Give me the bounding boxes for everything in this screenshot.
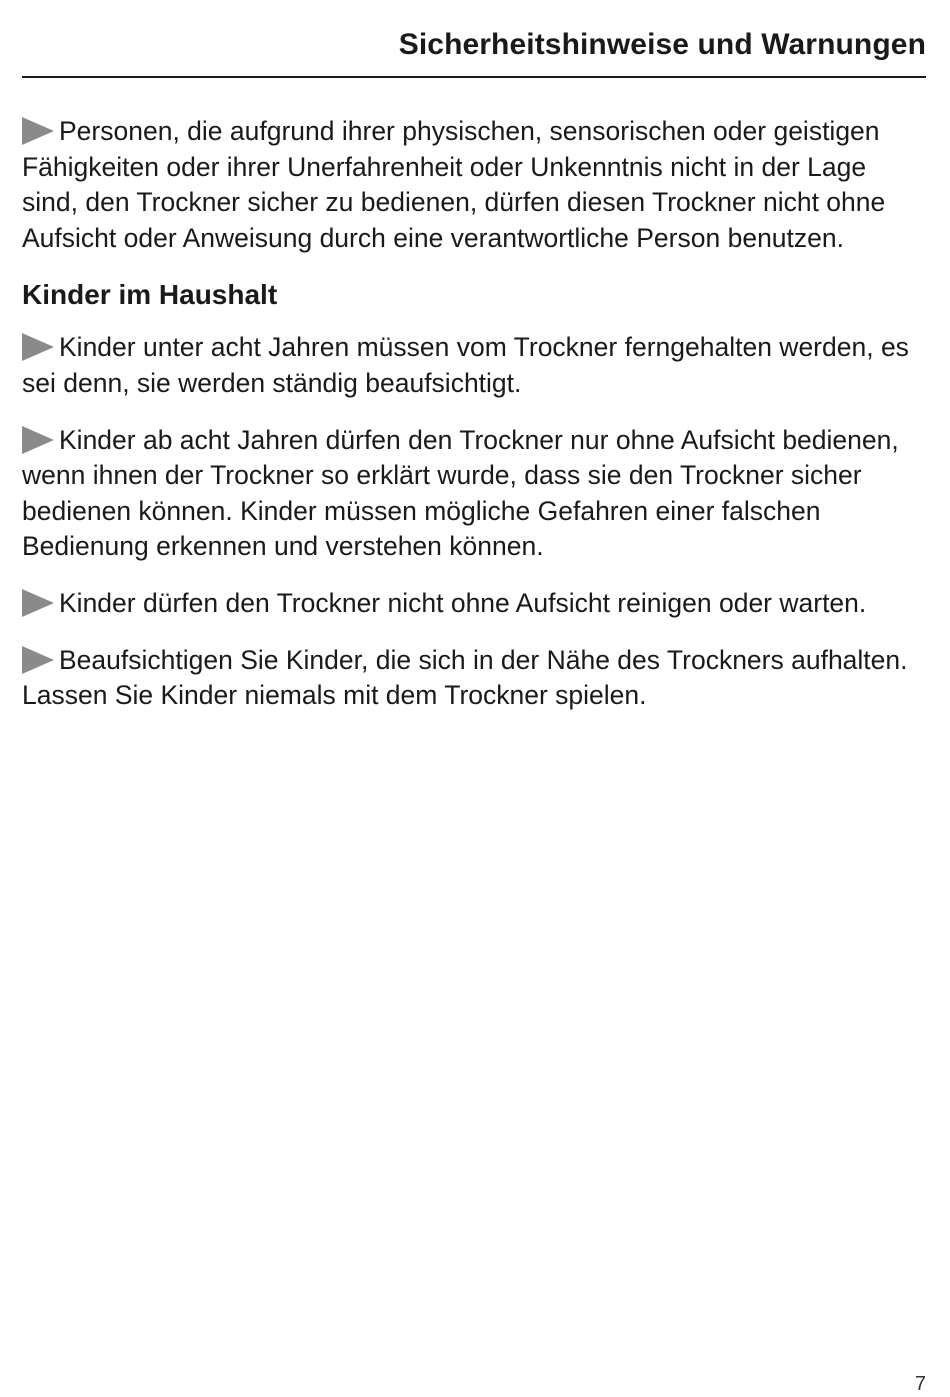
list-item [22, 423, 926, 565]
list-item-text: Kinder unter acht Jahren müssen vom Trockner ferngehalten werden, es sei denn, sie werden ständig beaufsichtigt. [22, 332, 909, 398]
triangle-bullet-icon [22, 333, 54, 361]
triangle-bullet-icon [22, 646, 54, 674]
triangle-bullet-icon [22, 117, 54, 145]
page-header [22, 22, 926, 78]
page-content [22, 114, 926, 735]
section-heading: Kinder im Haushalt [22, 279, 278, 311]
list-item [22, 586, 926, 622]
list-item-text: Beaufsichtigen Sie Kinder, die sich in der Nähe des Trockners aufhalten. Lassen Sie Kinder niemals mit dem Trockner spielen. [22, 644, 908, 711]
list-item [22, 643, 926, 714]
list-item [22, 330, 926, 401]
list-item-text: Kinder ab acht Jahren dürfen den Trockner nur ohne Aufsicht bedienen, wenn ihnen der Trockner so erklärt wurde, dass sie den Trockner sicher bedienen können. Kinder müssen mögliche Gefahren einer falschen Bedienung erkennen und verstehen können. [22, 424, 899, 562]
list-item-text: Kinder dürfen den Trockner nicht ohne Aufsicht reinigen oder warten. [59, 587, 867, 618]
triangle-bullet-icon [22, 589, 54, 617]
page-number: 7 [914, 1373, 926, 1395]
intro-text: Personen, die aufgrund ihrer physischen, sensorischen oder geistigen Fähigkeiten oder ihrer Unerfahrenheit oder Unkenntnis nicht in der Lage sind, den Trockner sicher zu bedienen, dürfen diesen Trockner nicht ohne Aufsicht oder Anweisung durch eine verantwortliche Person benutzen. [22, 116, 886, 253]
triangle-bullet-icon [22, 426, 54, 454]
page-title: Sicherheitshinweise und Warnungen [398, 28, 926, 61]
intro-paragraph [22, 114, 926, 256]
